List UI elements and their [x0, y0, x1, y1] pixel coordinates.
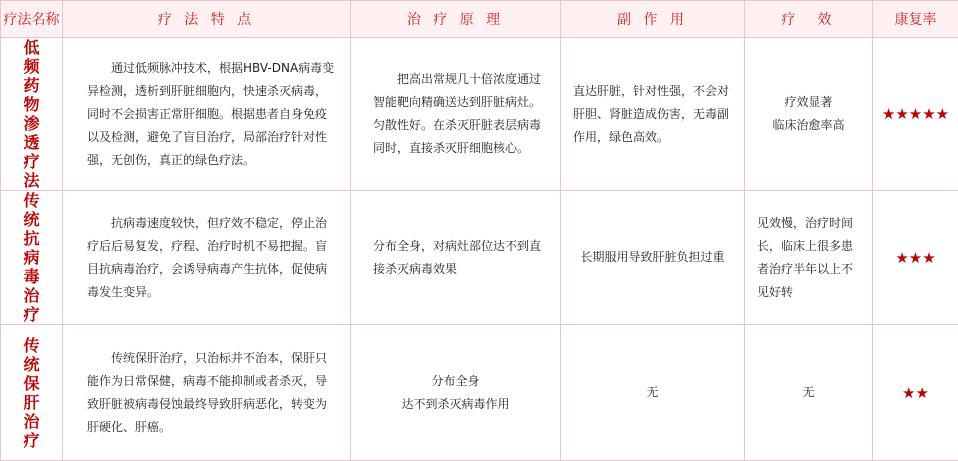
- header-efficacy: 疗 效: [745, 1, 873, 38]
- therapy-side-effects: 长期服用导致肝脏负担过重: [561, 191, 745, 325]
- header-therapy-name: 疗法名称: [1, 1, 63, 38]
- recovery-rating: ★★★: [873, 191, 958, 325]
- therapy-efficacy: 疗效显著 临床治愈率高: [745, 38, 873, 191]
- therapy-features: 抗病毒速度较快，但疗效不稳定，停止治疗后后易复发，疗程、治疗时机不易把握。盲目抗病毒治疗，会诱导病毒产生抗体，促使病毒发生变异。: [63, 191, 351, 325]
- therapy-efficacy: 见效慢，治疗时间长，临床上很多患者治疗半年以上不见好转: [745, 191, 873, 325]
- therapy-principle: 分布全身，对病灶部位达不到直接杀灭病毒效果: [351, 191, 561, 325]
- therapy-side-effects: 直达肝脏，针对性强，不会对肝胆、肾脏造成伤害，无毒副作用，绿色高效。: [561, 38, 745, 191]
- header-row: [1, 1, 958, 38]
- table-row: [1, 38, 958, 191]
- therapy-features: 通过低频脉冲技术，根据HBV-DNA病毒变异检测，透析到肝脏细胞内，快速杀灭病毒，同时不会损害正常肝细胞。根据患者自身免疫以及检测，避免了盲目治疗，局部治疗针对性强，无创伤，真正的绿色疗法。: [63, 38, 351, 191]
- therapy-principle: 分布全身 达不到杀灭病毒作用: [351, 325, 561, 461]
- table-row: [1, 325, 958, 461]
- therapy-principle: 把高出常规几十倍浓度通过智能靶向精确送达到肝脏病灶。匀散性好。在杀灭肝脏表层病毒同时，直接杀灭肝细胞核心。: [351, 38, 561, 191]
- therapy-name: 传 统 抗 病 毒 治 疗: [1, 191, 63, 325]
- header-features: 疗 法 特 点: [63, 1, 351, 38]
- recovery-rating: ★★★★★: [873, 38, 958, 191]
- therapy-side-effects: 无: [561, 325, 745, 461]
- therapy-name: 传 统 保 肝 治 疗: [1, 325, 63, 461]
- therapy-features: 传统保肝治疗，只治标并不治本，保肝只能作为日常保健，病毒不能抑制或者杀灭，导致肝脏被病毒侵蚀最终导致肝病恶化，转变为肝硬化、肝癌。: [63, 325, 351, 461]
- table-row: [1, 191, 958, 325]
- header-principle: 治 疗 原 理: [351, 1, 561, 38]
- therapy-efficacy: 无: [745, 325, 873, 461]
- header-recovery-rate: 康复率: [873, 1, 958, 38]
- recovery-rating: ★★: [873, 325, 958, 461]
- therapy-name: 低 频 药 物 渗 透 疗 法: [1, 38, 63, 191]
- header-side-effects: 副 作 用: [561, 1, 745, 38]
